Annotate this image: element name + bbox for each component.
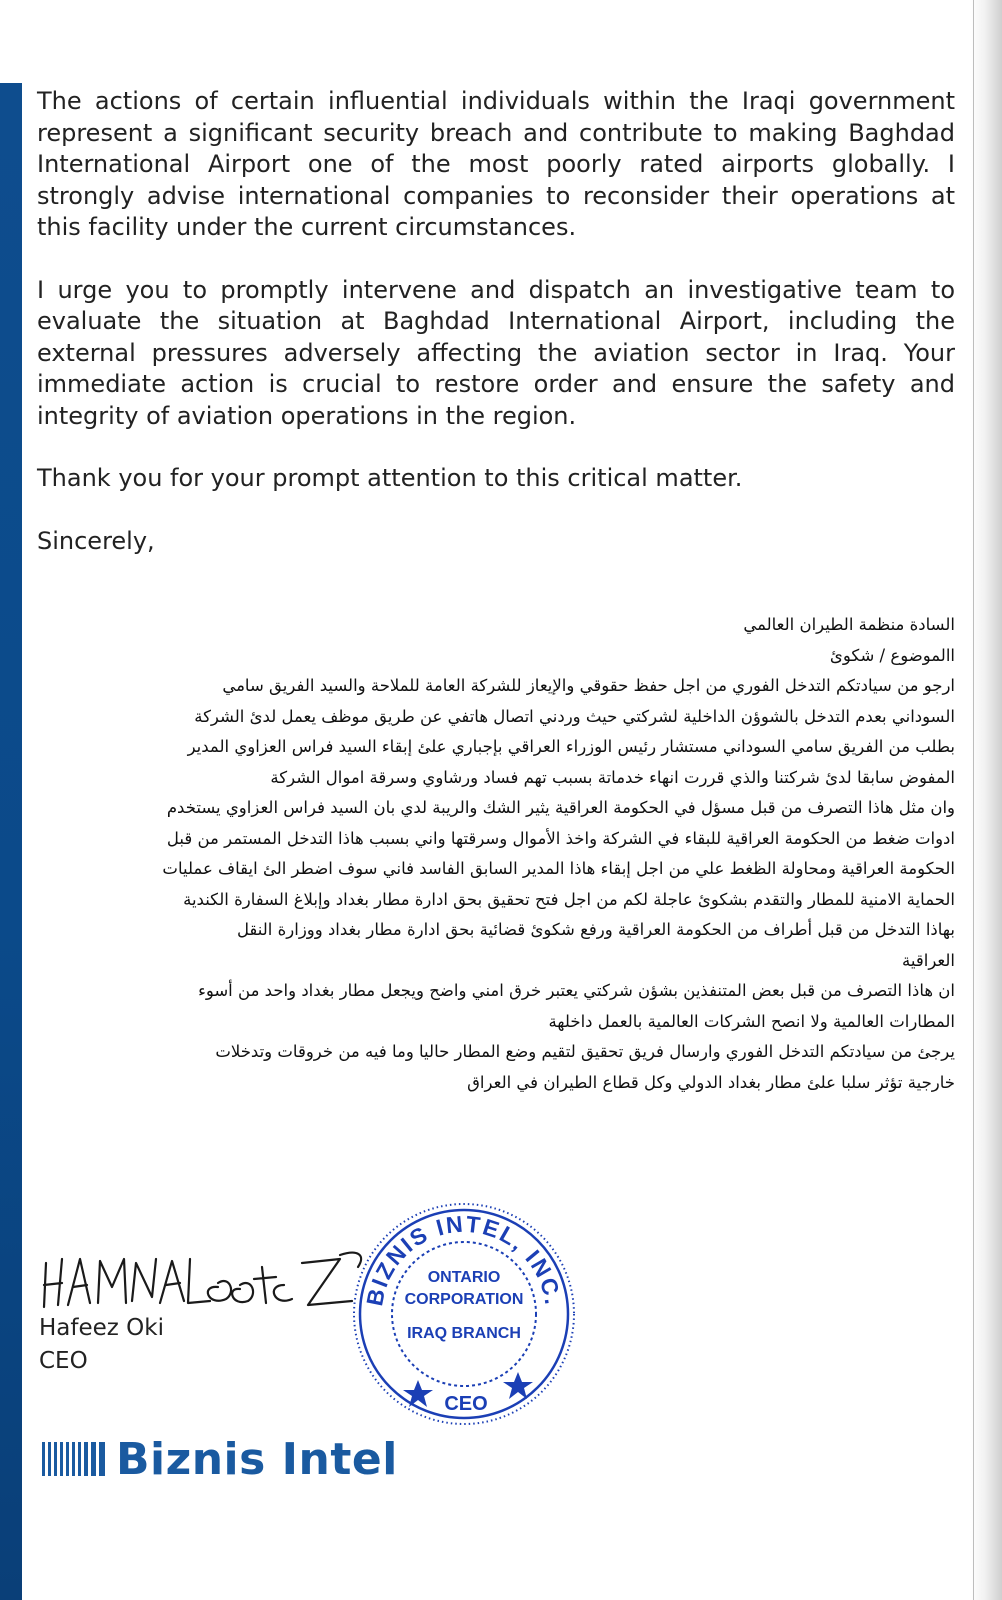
page-edge-line xyxy=(973,0,974,1600)
arabic-line: ان هاذا التصرف من قبل بعض المتنفذين بشؤن شركتي يعتبر خرق امني واضح ويجعل مطار بغداد واحد من أسوء xyxy=(198,981,955,1000)
stamp-line-2: CORPORATION xyxy=(404,1291,524,1308)
paragraph-security-breach: The actions of certain influential individuals within the Iraqi government represent a significant security breach and contribute to making Baghdad International Airport one of the most poorly rated airports globally. I strongly advise international companies to reconsider their operations at this facility under the current circumstances. xyxy=(37,87,955,241)
arabic-line: يرجئ من سيادتكم التدخل الفوري وارسال فريق تحقيق لتقيم وضع المطار حاليا وما فيه من خروقات وتدخلات xyxy=(215,1042,955,1061)
stamp-line-1: ONTARIO xyxy=(427,1269,501,1286)
arabic-line: الحماية الامنية للمطار والتقدم بشكوئ عاجلة لكم من اجل فتح تحقيق بحق ادارة مطار بغداد وإبلاغ السفارة الكندية xyxy=(183,889,955,909)
arabic-line: المطارات العالمية ولا انصح الشركات العالمية بالعمل داخلهة xyxy=(548,1011,955,1031)
arabic-line: السادة منظمة الطيران العالمي xyxy=(743,615,955,634)
arabic-line: وان مثل هاذا التصرف من قبل مسؤل في الحكومة العراقية يثير الشك والريبة لدي بان السيد فراس العزاوي يستخدم xyxy=(166,798,955,817)
signer-title: CEO xyxy=(39,1348,88,1374)
arabic-line: السوداني بعدم التدخل بالشوؤن الداخلية لشركتي حيث وردني اتصال هاتفي عن طريق موظف يعمل لدئ الشركة xyxy=(194,706,955,726)
arabic-line: خارجية تؤثر سلبا علئ مطار بغداد الدولي وكل قطاع الطيران في العراق xyxy=(467,1072,955,1092)
paragraph-thank-you: Thank you for your prompt attention to this critical matter. xyxy=(37,464,743,492)
letterhead-side-bar xyxy=(0,83,22,1600)
arabic-line: الحكومة العراقية ومحاولة الظغط علي من اجل إبقاء هاذا المدير السابق الفاسد فاني سوف اضطر الئ ايقاف عمليات xyxy=(162,859,955,878)
arabic-line: بطلب من الفريق سامي السوداني مستشار رئيس الوزراء العراقي بإجباري علئ إبقاء السيد فراس العزاوي المدير xyxy=(187,737,955,756)
stamp-star-icon xyxy=(403,1380,433,1407)
signer-name: Hafeez Oki xyxy=(39,1315,164,1341)
stamp-bottom-text: CEO xyxy=(444,1393,488,1415)
arabic-line: ارجو من سيادتكم التدخل الفوري من اجل حفظ حقوقي والإيعاز للشركة العامة للملاحة والسيد الفريق سامي xyxy=(222,676,955,695)
arabic-line: ادوات ضغط من الحكومة العراقية للبقاء في الشركة واخذ الأموال وسرقتها واني بسبب هاذا التدخل المستمر من قبل xyxy=(166,828,955,848)
stamp-line-3: IRAQ BRANCH xyxy=(407,1325,521,1342)
closing-sincerely: Sincerely, xyxy=(37,526,155,555)
paragraph-urge-intervention: I urge you to promptly intervene and dispatch an investigative team to evaluate the situation at Baghdad International Airport, including the external pressures adversely affecting the aviation sector in Iraq. Your immediate action is crucial to restore order and ensure the safety and integrity of aviation operations in the region. xyxy=(37,275,955,430)
company-logo xyxy=(42,1434,398,1484)
arabic-line: العراقية xyxy=(902,950,955,970)
barcode-logo-icon xyxy=(42,1438,106,1480)
arabic-line: بهاذا التدخل من قبل أطراف من الحكومة العراقية ورفع شكوئ قضائية بحق ادارة مطار بغداد ووزارة النقل xyxy=(236,920,955,939)
logo-wordmark: Biznis Intel xyxy=(116,1433,398,1485)
letter-body-english xyxy=(37,86,955,588)
arabic-line: االموضوع / شكوئ xyxy=(829,645,955,665)
page-edge-shadow xyxy=(970,0,1002,1600)
company-stamp xyxy=(348,1198,580,1430)
arabic-line: المفوض سابقا لدئ شركتنا والذي قررت انهاء خدماتة بسبب تهم فساد ورشاوي وسرقة اموال الشركة xyxy=(270,767,955,787)
letter-body-arabic xyxy=(40,610,955,1098)
stamp-ring-text: BIZNIS INTEL, INC. xyxy=(361,1210,567,1308)
